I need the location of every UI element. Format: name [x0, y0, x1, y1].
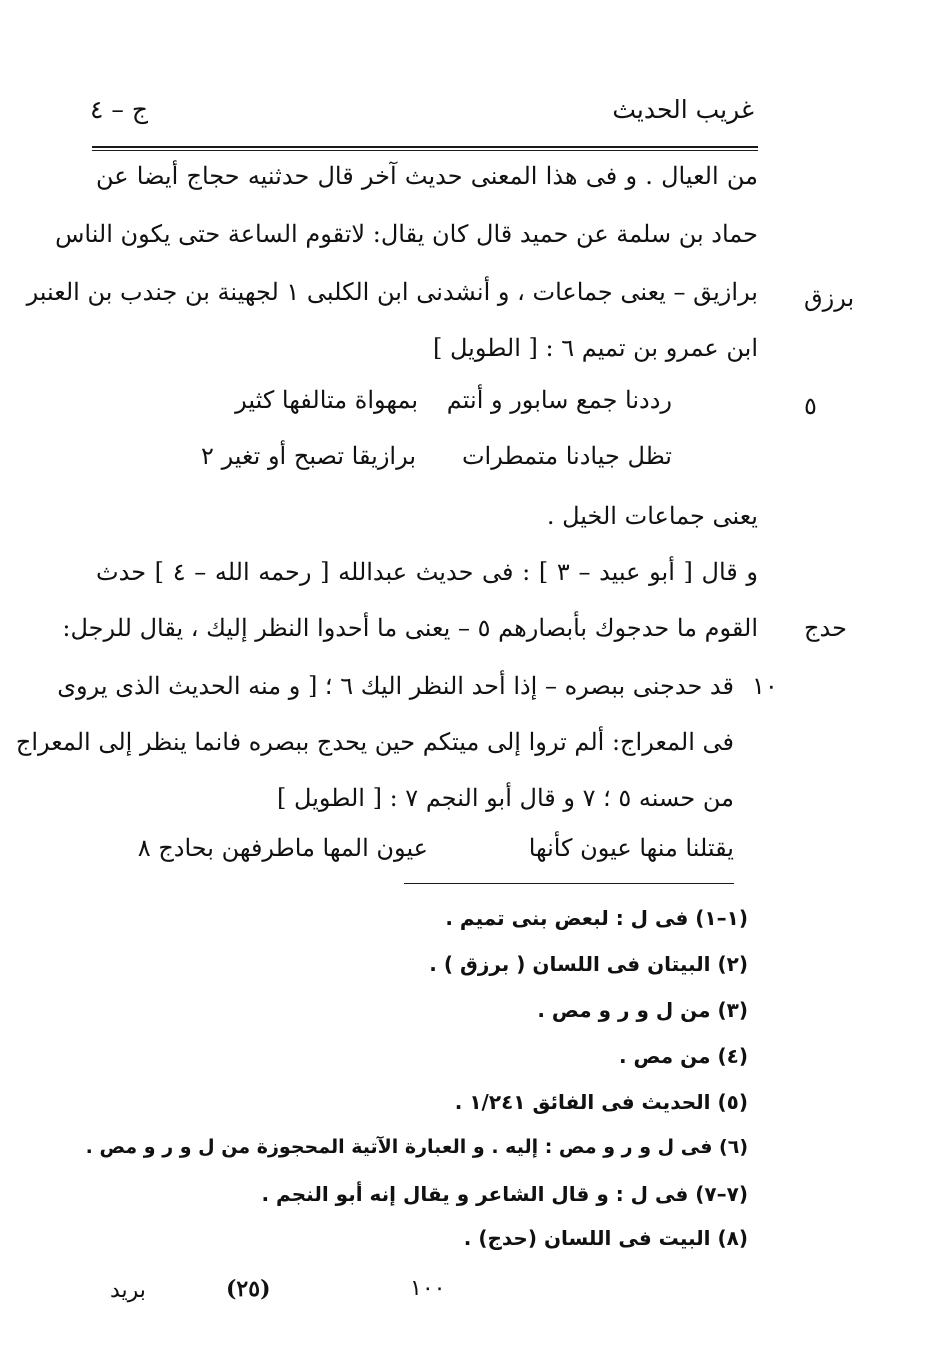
body-line-6: و قال [ أبو عبيد – ٣ ] : فى حديث عبدالله [ رحمه الله – ٤ ] حدث	[96, 558, 758, 586]
body-line-5: يعنى جماعات الخيل .	[546, 502, 758, 530]
body-line-8: قد حدجنى ببصره – إذا أحد النظر اليك ٦ ؛ [ و منه الحديث الذى يروى	[57, 672, 734, 700]
page-number: ١٠٠	[410, 1276, 446, 1301]
footnote-5: (٥) الحديث فى الفائق ١/٢٤١ .	[454, 1090, 748, 1114]
margin-line-number-10: ١٠	[752, 672, 778, 700]
body-line-1: من العيال . و فى هذا المعنى حديث آخر قال حدثنيه حجاج أيضا عن	[96, 162, 758, 190]
header-rule-thin	[92, 150, 758, 151]
margin-line-number-5: ٥	[804, 392, 817, 420]
footnote-7: (٧–٧) فى ل : و قال الشاعر و يقال إنه أبو النجم .	[261, 1182, 748, 1206]
footnote-3: (٣) من ل و ر و مص .	[537, 998, 748, 1022]
body-line-2: حماد بن سلمة عن حميد قال كان يقال: لاتقوم الساعة حتى يكون الناس	[55, 220, 758, 248]
footnote-separator	[404, 883, 734, 884]
body-line-9: فى المعراج: ألم تروا إلى ميتكم حين يحدج ببصره فانما ينظر إلى المعراج	[15, 728, 734, 756]
verse-1-hemistich-left: بمهواة متالفها كثير	[235, 386, 418, 414]
verse-3-hemistich-left: عيون المها ماطرفهن بحادج ٨	[137, 834, 428, 862]
verse-2-hemistich-left: برازيقا تصبح أو تغير ٢	[201, 442, 416, 470]
verse-2-hemistich-right: تظل جيادنا متمطرات	[461, 442, 672, 470]
footnote-1: (١–١) فى ل : لبعض بنى تميم .	[445, 906, 748, 930]
body-line-10: من حسنه ٥ ؛ ٧ و قال أبو النجم ٧ : [ الطويل ]	[277, 784, 734, 812]
margin-headword-hadaj: حدج	[804, 614, 847, 642]
running-title: غريب الحديث	[612, 95, 754, 124]
footnote-6: (٦) فى ل و ر و مص : إليه . و العبارة الآتية المحجوزة من ل و ر و مص .	[85, 1136, 748, 1158]
verse-3-hemistich-right: يقتلنا منها عيون كأنها	[528, 834, 734, 862]
volume-label: ج – ٤	[90, 95, 148, 124]
signature-mark: بريد	[110, 1278, 146, 1303]
margin-headword-borzoq: برزق	[804, 284, 855, 312]
footnote-8: (٨) البيت فى اللسان (حدج) .	[463, 1226, 748, 1250]
verse-1-hemistich-right: رددنا جمع سابور و أنتم	[446, 386, 672, 414]
footnote-4: (٤) من مص .	[618, 1044, 748, 1068]
body-line-4: ابن عمرو بن تميم ٦ : [ الطويل ]	[432, 334, 758, 362]
signature-number: (٢٥)	[226, 1276, 271, 1302]
header-rule	[92, 146, 758, 148]
footnote-2: (٢) البيتان فى اللسان ( برزق ) .	[429, 952, 748, 976]
body-line-7: القوم ما حدجوك بأبصارهم ٥ – يعنى ما أحدوا النظر إليك ، يقال للرجل:	[62, 614, 758, 642]
body-line-3: برازيق – يعنى جماعات ، و أنشدنى ابن الكلبى ١ لجهينة بن جندب بن العنبر	[26, 278, 758, 306]
